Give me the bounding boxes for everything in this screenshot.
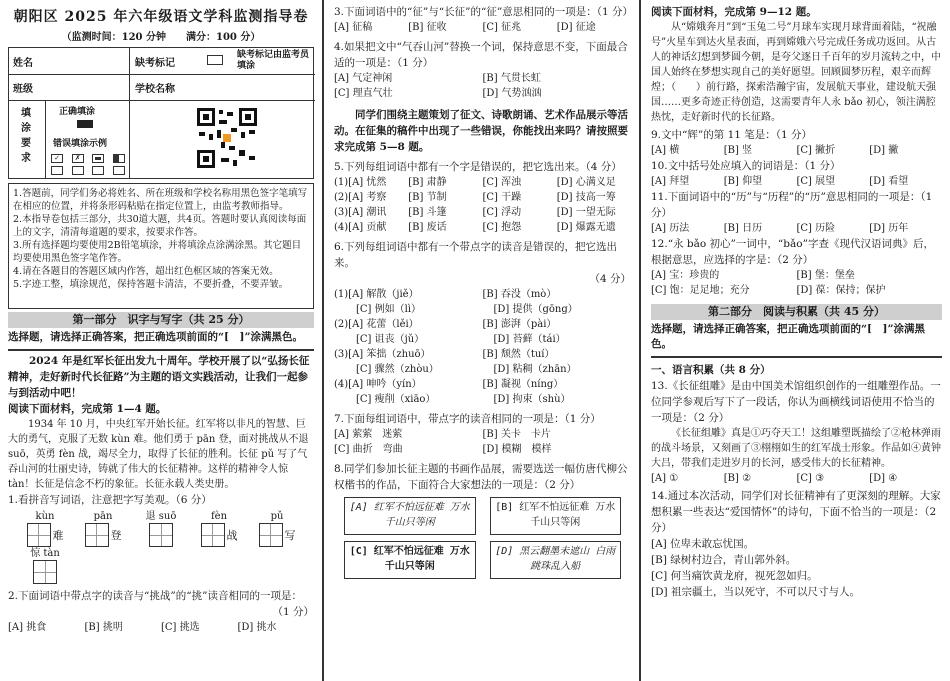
option[interactable]: [D] 征途 [556, 22, 596, 33]
option[interactable]: [D] 模糊 模样 [482, 444, 552, 455]
option[interactable]: [B] 气贯长虹 [482, 73, 541, 84]
wrong-fill-label: 错误填涂示例 [53, 139, 108, 149]
absent-mark-label: 缺考标记 [135, 58, 175, 69]
part1-header: 第一部分 识字与写字（共 25 分） [8, 312, 314, 328]
option[interactable]: [B] 竖 [723, 145, 753, 156]
question-13-text: 《长征组雕》真是①巧夺天工！这组雕塑既描绘了②枪林弹雨的战斗场景，又刻画了③栩栩如生的红军战士形象。作品如④黄钟大吕，带我们走进岁月的长河，感受伟大的长征精神。 [651, 428, 941, 469]
option[interactable]: [C] 挑选 [161, 622, 200, 633]
question-6-score: （4 分） [589, 273, 631, 285]
option[interactable]: [B] 关卡 卡片 [482, 429, 551, 440]
question-2: 2.下面词语中带点字的读音与“挑战”的“挑”读音相同的一项是： [8, 590, 302, 602]
space-passage: 从“嫦娥奔月”到“玉兔二号”月球车实现月球背面着陆，“祝融号”火星车到达火星表面，再到嫦娥六号完成任务成功返回。从古人的神话幻想到梦圆今朝，是夸父逐日千百年的岁月流转之中，中国人始终在梦想实现自己的美好愿望。回顾圆梦历程，艰辛而辉煌；（ ）前行路，探索浩瀚宇宙，发展航天事业，建设航天强国……更多奇迹正待创造，这需要青年人永 bǎo 初心，领注满腔热忱，走好新时代的长征路。 [651, 22, 941, 123]
question-12-options [651, 268, 942, 283]
section-1-title: 一、语言积累（共 8 分） [651, 364, 771, 376]
option[interactable]: [B] 征收 [408, 22, 447, 33]
write-cell[interactable] [27, 523, 51, 547]
option[interactable]: [C] 曲折 弯曲 [334, 444, 403, 455]
q6-row: [C] 骤然（zhòu） [D] 粘稠（zhān） [356, 364, 577, 375]
question-4: 4.如果把文中“气吞山河”替换一个词，保持意思不变，下面最合适的一项是：（1 分） [334, 41, 628, 69]
correct-fill-label: 正确填涂 [59, 107, 96, 117]
question-11-options [651, 221, 942, 236]
option[interactable]: [B] 仰望 [723, 176, 763, 187]
notice-item: 5.字迹工整，填涂规范，保持答题卡清洁，不要折叠，不要弄皱。 [13, 279, 289, 290]
option[interactable]: [A] ① [651, 473, 679, 484]
info-form [8, 47, 314, 179]
question-9: 9.文中“辉”的第 11 笔是：（1 分） [651, 129, 813, 141]
question-13-options [651, 471, 942, 486]
question-1: 1.看拼音写词语，注意把字写美观。（6 分） [8, 494, 212, 506]
absent-checkbox[interactable] [207, 55, 223, 65]
calligraphy-option-b[interactable]: [B] 红军不怕远征难 万水千山只等闲 [490, 497, 622, 535]
question-8: 8.同学们参加长征主题的书画作品展，需要选送一幅仿唐代柳公权楷书的作品，下面符合大家想法的一项是：（2 分） [334, 463, 628, 491]
pinyin-item: 退 suō [132, 510, 190, 547]
option[interactable]: [A] 拜望 [651, 176, 690, 187]
part2-header: 第二部分 阅读与积累（共 45 分） [651, 304, 942, 320]
left-column [0, 0, 322, 681]
pinyin-item: pān 登 [74, 510, 132, 547]
part2-instructions: 选择题，请选择正确答案，把正确选项前面的“[ ]”涂满黑色。 [651, 323, 926, 350]
pinyin-item: kùn 难 [16, 510, 74, 547]
option[interactable]: [C] 撇折 [796, 145, 836, 156]
absent-note: 缺考标记由监考员填涂 [237, 50, 310, 71]
reading-lead-2: 阅读下面材料，完成第 9—12 题。 [651, 6, 817, 18]
wrong-fill-samples: ✓ ✗ [51, 154, 125, 163]
option[interactable]: [A] 萦萦 迷萦 [334, 429, 403, 440]
exam-title: 朝阳区 2025 年六年级语文学科监测指导卷 [13, 9, 309, 25]
option[interactable]: [D] 祖宗疆土，当以死守，不可以尺寸与人。 [651, 586, 860, 598]
option[interactable]: [B] 堡：堡垒 [796, 270, 855, 281]
option[interactable]: [B] ② [723, 473, 752, 484]
exam-subtitle: （监测时间：120 分钟 满分：100 分） [61, 32, 261, 43]
notice-box [8, 183, 314, 309]
pinyin-item: pǔ 写 [248, 510, 306, 547]
calligraphy-options [344, 497, 621, 579]
name-label: 姓名 [13, 58, 33, 69]
q5-row: (2)[A] 考察 [B] 节制 [C] 干躁 [D] 技高一筹 [334, 192, 616, 203]
fill-req-label: 填涂要求 [21, 108, 31, 164]
q6-row: (2)[A] 花蕾（lěi） [B] 澎湃（pài） [334, 319, 557, 330]
question-4-options [334, 71, 631, 86]
option[interactable]: [A] 征稿 [334, 22, 373, 33]
reading-lead: 阅读下面材料，完成第 1—4 题。 [8, 403, 167, 415]
question-6: 6.下列每组词语中都有一个带点字的读音是错误的，把它选出来。 [334, 241, 618, 269]
calligraphy-option-d[interactable]: [D] 黑云翻墨未遮山 白雨跳珠乱入船 [490, 541, 622, 579]
q6-row: [C] 诅丧（jǔ） [D] 苔藓（tái） [356, 334, 566, 345]
question-12: 12.“永 bǎo 初心”一词中，“bǎo”字查《现代汉语词典》后，根据意思，应选择的字是：（2 分） [651, 238, 934, 266]
reading-passage: 1934 年 10 月，中央红军开始长征。红军将以非凡的智慧、巨大的勇气，克服了无数 kùn 难。他们勇于 pān 登，面对挑战从不退 suō，英勇 fèn 战，竭尽全力，取得了长征的胜利。长征 pǔ 写了气吞山河的壮丽史诗，铸就了伟大的长征精神。这样的精神令人惊 tàn！长征是信念不朽的象征。长征永载人类史册。 [8, 419, 309, 490]
pinyin-item: fèn 战 [190, 510, 248, 547]
q6-row: (1)[A] 解散（jiě） [B] 吞没（mò） [334, 289, 557, 300]
question-3-options [334, 20, 631, 35]
option[interactable]: [D] 历年 [869, 223, 909, 234]
activity-intro: 2024 年是红军长征出发九十周年。学校开展了以“弘扬长征精神，走好新时代长征路”为主题的语文实践活动，让我们一起参与到活动中吧！ [8, 355, 310, 399]
q5-row: (3)[A] 潮讯 [B] 斗篷 [C] 浮动 [D] 一望无际 [334, 207, 616, 218]
option[interactable]: [D] 葆：保持；保护 [796, 285, 886, 296]
school-field[interactable] [191, 78, 309, 96]
write-cell[interactable] [201, 523, 225, 547]
option[interactable]: [D] 看望 [869, 176, 909, 187]
part1-instructions: 选择题，请选择正确答案，把正确选项前面的“[ ]”涂满黑色。 [8, 331, 304, 343]
q5-row: (1)[A] 忧然 [B] 肃静 [C] 浑浊 [D] 心满义足 [334, 177, 616, 188]
option[interactable]: [B] 挑明 [84, 622, 123, 633]
question-3: 3.下面词语中的“征”与“长征”的“征”意思相同的一项是：（1 分） [334, 6, 633, 18]
option[interactable]: [C] 何当痛饮黄龙府，视死忽如归。 [651, 570, 818, 582]
school-label: 学校名称 [135, 84, 175, 95]
option[interactable]: [C] 历险 [796, 223, 836, 234]
option[interactable]: [C] 理直气壮 [334, 88, 393, 99]
question-10: 10.文中括号处应填入的词语是：（1 分） [651, 160, 841, 172]
class-field[interactable] [43, 78, 123, 96]
q6-row: (4)[A] 呻吟（yín） [B] 凝视（níng） [334, 379, 564, 390]
qr-code-icon [195, 106, 259, 170]
q6-row: [C] 例如（lì） [D] 提供（gōng） [356, 304, 578, 315]
pinyin-grid [16, 510, 314, 584]
option[interactable]: [A] 挑食 [8, 622, 47, 633]
option[interactable]: [A] 宝：珍贵的 [651, 270, 720, 281]
option[interactable]: [D] 气势汹汹 [482, 88, 542, 99]
middle-column [322, 0, 639, 681]
calligraphy-option-a[interactable]: [A] 红军不怕远征难 万水千山只等闲 [344, 497, 476, 535]
question-2-score: （1 分） [272, 606, 314, 618]
correct-fill-sample [77, 120, 93, 128]
question-14: 14.通过本次活动，同学们对长征精神有了更深刻的理解。大家想积累一些表达“爱国情怀”的诗句，下面不恰当的一项是：（2 分） [651, 490, 941, 534]
question-5: 5.下列每组词语中都有一个字是错误的，把它选出来。（4 分） [334, 161, 622, 173]
notice-item: 4.请在各题目的答题区域内作答，超出红色框区域的答案无效。 [13, 266, 279, 277]
q6-row: [C] 瘦削（xiāo） [D] 拘束（shù） [356, 394, 571, 405]
notice-item: 3.所有选择题均要使用2B铅笔填涂，并将填涂点涂满涂黑。其它题目均要使用黑色签字笔作答。 [13, 240, 302, 264]
question-7-options [334, 427, 631, 442]
option[interactable]: [D] ④ [869, 473, 898, 484]
option[interactable]: [C] 饱：足足地；充分 [651, 285, 750, 296]
option[interactable]: [C] 征兆 [482, 22, 522, 33]
option[interactable]: [D] 挑水 [237, 622, 277, 633]
write-cell[interactable] [149, 523, 173, 547]
question-9-options [651, 143, 942, 158]
question-10-options [651, 174, 942, 189]
activity-note: 同学们围绕主题策划了征文、诗歌朗诵、艺术作品展示等活动。在征集的稿件中出现了一些错误，你能找出来吗？请按照要求完成第 5—8 题。 [334, 109, 628, 153]
notice-item: 2.本指导卷包括三部分，共30道大题，共4页。答题时要认真阅读每面上的文字，清清每道题的要求，按要求作答。 [13, 214, 307, 238]
class-label: 班级 [13, 84, 33, 95]
write-cell[interactable] [259, 523, 283, 547]
question-13: 13.《长征组雕》是由中国美术馆组织创作的一组雕塑作品。一位同学参观后写下了一段话，你认为画横线词语使用不恰当的一项是：（2 分） [651, 380, 941, 424]
write-cell[interactable] [33, 560, 57, 584]
right-column [639, 0, 950, 681]
option[interactable]: [B] 日历 [723, 223, 763, 234]
option[interactable]: [C] 展望 [796, 176, 836, 187]
question-2-options [8, 620, 314, 635]
write-cell[interactable] [85, 523, 109, 547]
calligraphy-option-c[interactable]: [C] 红军不怕远征难 万水千山只等闲 [344, 541, 476, 579]
question-11: 11.下面词语中的“历”与“历程”的“历”意思相同的一项是：（1 分） [651, 191, 933, 219]
option[interactable]: [C] ③ [796, 473, 825, 484]
pinyin-item: 惊 tàn [16, 547, 74, 584]
option[interactable]: [A] 气定神闲 [334, 73, 393, 84]
option[interactable]: [A] 位卑未敢忘忧国。 [651, 538, 755, 550]
question-7: 7.下面每组词语中，带点字的读音相同的一项是：（1 分） [334, 413, 601, 425]
option[interactable]: [D] 撇 [869, 145, 899, 156]
option[interactable]: [B] 绿树村边合，青山郭外斜。 [651, 554, 797, 566]
q6-row: (3)[A] 笨拙（zhuō） [B] 颓然（tuí） [334, 349, 555, 360]
option[interactable]: [A] 历法 [651, 223, 690, 234]
notice-item: 1.答题前，同学们务必将姓名、所在班级和学校名称用黑色签字笔填写在相应的位置，并将条形码粘贴在指定位置上，由监考教师指导。 [13, 188, 308, 212]
option[interactable]: [A] 横 [651, 145, 680, 156]
name-field[interactable] [43, 52, 123, 70]
q5-row: (4)[A] 贡献 [B] 废话 [C] 抱怨 [D] 爆露无遗 [334, 222, 616, 233]
